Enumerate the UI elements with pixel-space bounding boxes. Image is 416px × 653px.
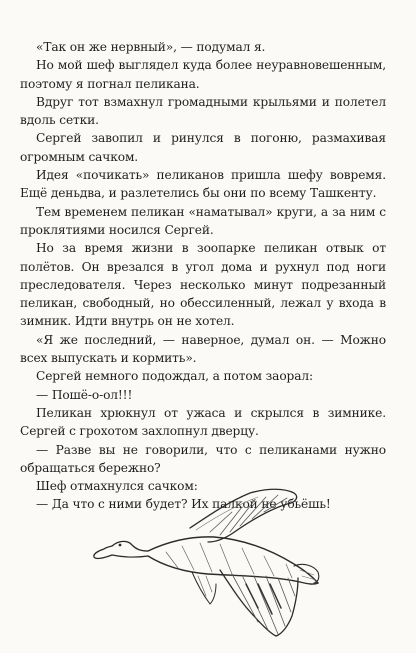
paragraph: Но мой шеф выглядел куда более неуравновешенным, поэтому я погнал пеликана. [20, 58, 386, 91]
paragraph: Пеликан хрюкнул от ужаса и скрылся в зимнике. Сергей с грохотом захлопнул дверцу. [20, 405, 386, 439]
paragraph: — Разве вы не говорили, что с пеликанами нужно обращаться бережно? [20, 442, 386, 475]
bird-sketch-icon [82, 488, 322, 638]
paragraph: — Пошё-о-ол!!! [36, 387, 133, 402]
paragraph: «Я же последний, — наверное, думал он. — Можно всех выпускать и кормить». [20, 332, 386, 366]
paragraph: Вдруг тот взмахнул громадными крыльями и полетел вдоль сетки. [20, 94, 386, 128]
paragraph: — Да что с ними будет? Их палкой не убьёшь! [36, 497, 331, 512]
paragraph: Но за время жизни в зоопарке пеликан отвык от полётов. Он врезался в угол дома и рухнул под ноги преследователя. Через несколько минут подрезанный пеликан, свободный, но обессиленный, лежал у входа в зимник. Идти внутрь он не хотел. [20, 241, 386, 329]
paragraph: Шеф отмахнулся сачком: [36, 479, 198, 494]
paragraph: Сергей немного подождал, а потом заорал: [36, 369, 313, 384]
paragraph: Тем временем пеликан «наматывал» круги, а за ним с проклятиями носился Сергей. [20, 204, 386, 237]
paragraph: Сергей завопил и ринулся в погоню, размахивая огромным сачком. [20, 131, 386, 164]
paragraph: Идея «почикать» пеликанов пришла шефу вовремя. Ещё деньдва, и разлетелись бы они по всему Ташкенту. [20, 168, 386, 201]
paragraph: «Так он же нервный», — подумал я. [36, 40, 266, 54]
page-text [20, 38, 386, 514]
